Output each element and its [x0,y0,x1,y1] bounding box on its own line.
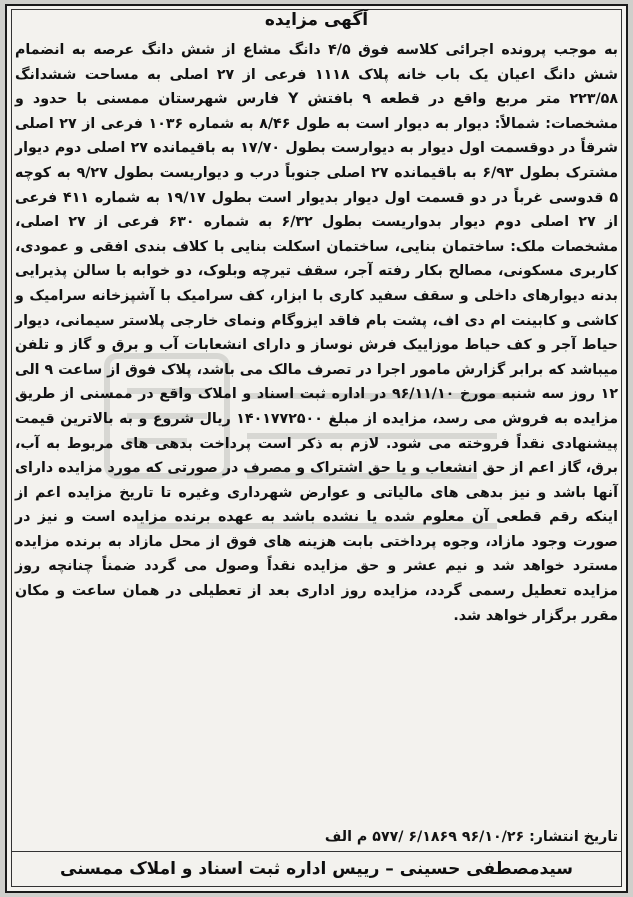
notice-paragraph: به موجب پرونده اجرائی کلاسه فوق ۴/۵ دانگ مشاع از شش دانگ عرصه به انضمام شش دانگ اعیان یک باب خانه پلاک ۱۱۱۸ فرعی از ۲۷ اصلی به مساحت ششدانگ ۲۲۳/۵۸ متر مربع واقع در قطعه ۹ بافتش Y فارس شهرستان ممسنی با حدود و مشخصات: شمالاً: دیوار به دیوار است به طول ۸/۴۶ به شماره ۱۰۳۶ فرعی از ۲۷ اصلی شرقاً در دوقسمت اول دیوار به دیوارست بطول ۱۷/۷۰ به باقیمانده ۲۷ اصلی دوم دیوار مشترک بطول ۶/۹۳ به باقیمانده ۲۷ اصلی جنوباً درب و دیواریست بطول ۹/۲۷ به کوچه ۵ قدوسی غرباً در دو قسمت اول دیوار بدیوار است بطول ۱۹/۱۷ به شماره ۴۱۱ فرعی از ۲۷ اصلی دوم دیوار بدواریست بطول ۶/۳۲ به شماره ۶۳۰ فرعی از ۲۷ اصلی، مشخصات ملک: ساختمان بنایی، ساختمان اسکلت بنایی با کلاف بندی افقی و عمودی، کاربری مسکونی، مصالح بکار رفته آجر، سقف تیرچه وبلوک، دو خوابه با سالن پذیرایی بدنه دیوارهای داخلی و سقف سفید کاری با ابزار، کف سرامیک با آشپزخانه سرامیک و کاشی و کابینت ام دی اف، پشت بام فاقد ایزوگام ونمای خارجی پلاستر سیمانی، دیوار حیاط آجر و کف حیاط موزاییک فرش نوساز و دارای انشعابات آب و برق و گاز و تلفن میباشد که برابر گزارش مامور اجرا در تصرف مالک می باشد، پلاک فوق از ساعت ۹ الی ۱۲ روز سه شنبه مورخ ۹۶/۱۱/۱۰ در اداره ثبت اسناد و املاک واقع در ممسنی از طریق مزایده به فروش می رسد، مزایده از مبلغ ۱۴۰۱۷۷۲۵۰۰ ریال شروع و به بالاترین قیمت پیشنهادی نقداً فروخته می شود. لازم به ذکر است پرداخت بدهی های مربوط به آب، برق، گاز اعم از حق انشعاب و یا حق اشتراک و مصرف در صورتی که مورد مزایده دارای آنها باشد و نیز بدهی های مالیاتی و عوارض شهرداری وغیره تا تاریخ مزایده اعم از اینکه رقم قطعی آن معلوم شده یا نشده باشد به عهده برنده مزایده است و نیز در صورت وجود مازاد، وجوه پرداختی بابت هزینه های فوق از محل مازاد به برنده مزایده مسترد خواهد شد و نیم عشر و حق مزایده نقداً وصول می گردد ضمناً چنانچه روز مزایده تعطیل رسمی گردد، مزایده روز اداری بعد از تعطیلی در همان ساعت و مکان مقرر برگزار خواهد شد. [15,42,619,624]
signature-line: سیدمصطفی حسینی – رییس اداره ثبت اسناد و املاک ممسنی [60,859,573,879]
publish-date-line: تاریخ انتشار: ۹۶/۱۰/۲۶ ۶/۱۸۶۹ /۵۷۷ م الف [324,829,618,845]
notice-body [15,38,618,628]
notice-title: آگهی مزایده [264,10,369,30]
newspaper-clipping [5,4,628,893]
signature-divider [11,851,622,852]
